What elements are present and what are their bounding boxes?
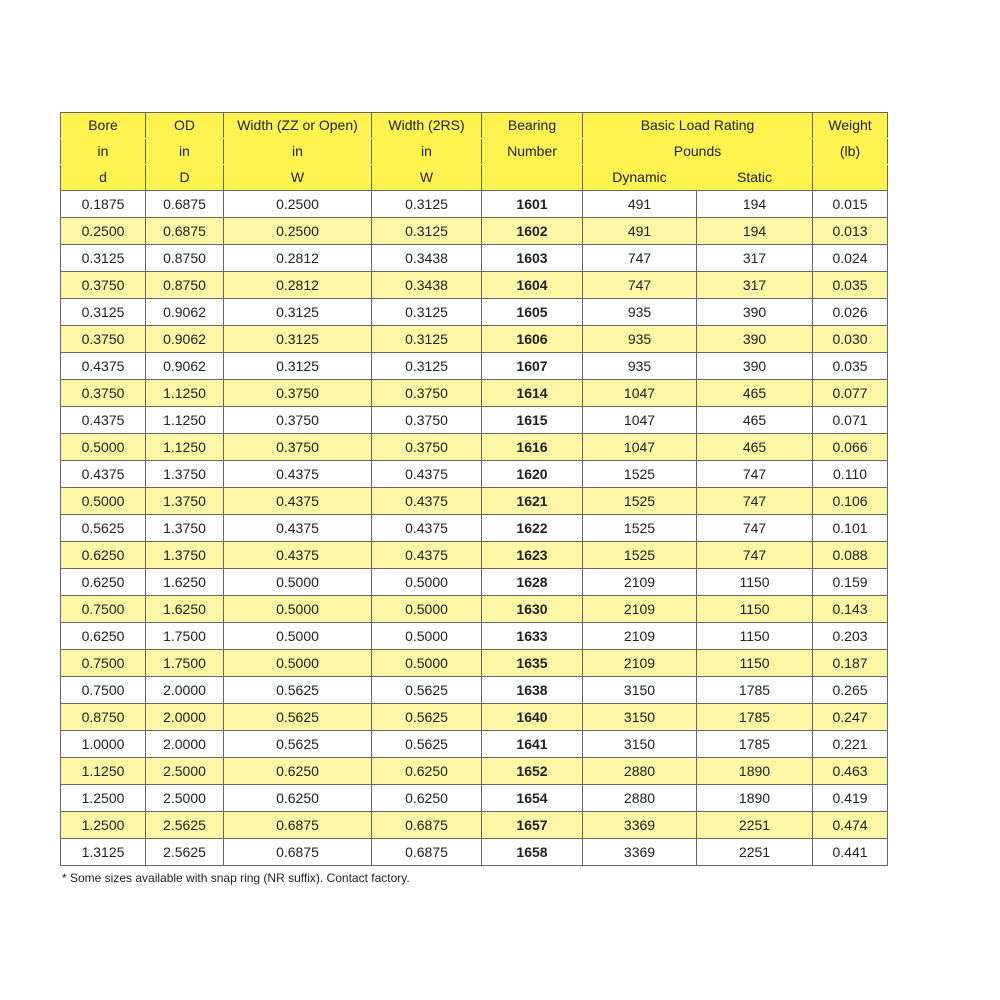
cell-weight: 0.035 [813,272,888,299]
cell-weight: 0.030 [813,326,888,353]
cell-width-2rs: 0.3125 [372,299,482,326]
cell-bearing-number: 1616 [482,434,583,461]
cell-bearing-number: 1615 [482,407,583,434]
cell-dynamic: 491 [583,218,697,245]
cell-static: 1785 [697,677,813,704]
header-bearing-subtitle: Number [482,139,583,165]
table-row [61,326,888,353]
cell-bearing-number: 1614 [482,380,583,407]
table-row [61,677,888,704]
cell-bore: 0.1875 [61,191,146,218]
table-header [61,113,888,191]
cell-bore: 0.2500 [61,218,146,245]
cell-width-zz: 0.6875 [224,839,372,866]
cell-width-zz: 0.5000 [224,623,372,650]
cell-bearing-number: 1604 [482,272,583,299]
table-row [61,812,888,839]
cell-bore: 0.7500 [61,650,146,677]
cell-od: 1.7500 [146,623,224,650]
cell-static: 1785 [697,704,813,731]
cell-width-zz: 0.5625 [224,704,372,731]
header-weight-unit: (lb) [813,139,888,165]
cell-width-zz: 0.5000 [224,596,372,623]
cell-dynamic: 2109 [583,623,697,650]
cell-weight: 0.066 [813,434,888,461]
cell-width-zz: 0.4375 [224,515,372,542]
cell-dynamic: 2109 [583,650,697,677]
cell-weight: 0.474 [813,812,888,839]
cell-static: 2251 [697,812,813,839]
cell-od: 0.8750 [146,272,224,299]
cell-static: 194 [697,191,813,218]
cell-static: 194 [697,218,813,245]
cell-width-zz: 0.5000 [224,650,372,677]
cell-static: 747 [697,515,813,542]
cell-static: 465 [697,434,813,461]
cell-width-zz: 0.4375 [224,488,372,515]
header-bore-title: Bore [61,113,146,139]
cell-dynamic: 1047 [583,380,697,407]
table-row [61,515,888,542]
cell-width-2rs: 0.5000 [372,596,482,623]
header-od-title: OD [146,113,224,139]
cell-weight: 0.187 [813,650,888,677]
table-row [61,488,888,515]
cell-static: 1890 [697,785,813,812]
cell-static: 317 [697,245,813,272]
cell-width-zz: 0.3750 [224,407,372,434]
cell-width-zz: 0.2812 [224,245,372,272]
cell-od: 0.8750 [146,245,224,272]
header-weight-blank [813,165,888,191]
cell-bore: 0.6250 [61,542,146,569]
cell-bore: 1.3125 [61,839,146,866]
cell-weight: 0.026 [813,299,888,326]
cell-bearing-number: 1628 [482,569,583,596]
header-bearing-title: Bearing [482,113,583,139]
cell-bearing-number: 1601 [482,191,583,218]
cell-width-2rs: 0.3438 [372,245,482,272]
cell-weight: 0.101 [813,515,888,542]
cell-dynamic: 1047 [583,434,697,461]
table-row [61,461,888,488]
cell-weight: 0.143 [813,596,888,623]
cell-width-2rs: 0.6250 [372,785,482,812]
cell-bore: 0.3750 [61,380,146,407]
header-width-zz-symbol: W [224,165,372,191]
cell-static: 465 [697,407,813,434]
cell-bearing-number: 1620 [482,461,583,488]
table-row [61,380,888,407]
cell-width-2rs: 0.4375 [372,515,482,542]
cell-weight: 0.463 [813,758,888,785]
table-row [61,758,888,785]
cell-od: 1.3750 [146,542,224,569]
cell-width-zz: 0.5000 [224,569,372,596]
cell-dynamic: 1525 [583,515,697,542]
footnote: * Some sizes available with snap ring (NR suffix). Contact factory. [62,871,410,885]
cell-bore: 0.4375 [61,407,146,434]
cell-width-2rs: 0.3750 [372,407,482,434]
table-row [61,245,888,272]
cell-dynamic: 3150 [583,677,697,704]
cell-bore: 0.5000 [61,488,146,515]
cell-od: 1.3750 [146,488,224,515]
cell-bore: 0.4375 [61,353,146,380]
cell-bearing-number: 1638 [482,677,583,704]
cell-width-zz: 0.6250 [224,785,372,812]
cell-dynamic: 935 [583,326,697,353]
cell-width-2rs: 0.3750 [372,434,482,461]
cell-width-2rs: 0.4375 [372,461,482,488]
cell-bearing-number: 1607 [482,353,583,380]
cell-weight: 0.024 [813,245,888,272]
cell-width-zz: 0.3125 [224,353,372,380]
cell-dynamic: 3150 [583,731,697,758]
header-bore-symbol: d [61,165,146,191]
cell-od: 2.5000 [146,758,224,785]
cell-od: 0.6875 [146,218,224,245]
cell-width-2rs: 0.3125 [372,218,482,245]
header-weight-title: Weight [813,113,888,139]
cell-bore: 1.2500 [61,812,146,839]
cell-width-zz: 0.3125 [224,299,372,326]
cell-od: 1.1250 [146,434,224,461]
table-row [61,434,888,461]
cell-static: 1150 [697,596,813,623]
cell-bore: 0.3125 [61,299,146,326]
cell-weight: 0.159 [813,569,888,596]
table-row [61,218,888,245]
cell-width-2rs: 0.5000 [372,623,482,650]
cell-width-2rs: 0.5625 [372,677,482,704]
cell-bore: 0.5625 [61,515,146,542]
cell-bearing-number: 1640 [482,704,583,731]
cell-bore: 0.3125 [61,245,146,272]
cell-bearing-number: 1623 [482,542,583,569]
cell-weight: 0.106 [813,488,888,515]
cell-bearing-number: 1657 [482,812,583,839]
cell-weight: 0.015 [813,191,888,218]
cell-width-zz: 0.5625 [224,731,372,758]
cell-dynamic: 935 [583,353,697,380]
cell-dynamic: 491 [583,191,697,218]
cell-od: 0.6875 [146,191,224,218]
cell-width-2rs: 0.3125 [372,191,482,218]
cell-bore: 0.5000 [61,434,146,461]
cell-bearing-number: 1633 [482,623,583,650]
cell-dynamic: 2109 [583,596,697,623]
cell-bore: 0.7500 [61,596,146,623]
cell-bearing-number: 1621 [482,488,583,515]
cell-static: 747 [697,542,813,569]
cell-bearing-number: 1606 [482,326,583,353]
cell-width-zz: 0.6250 [224,758,372,785]
cell-weight: 0.013 [813,218,888,245]
cell-static: 747 [697,488,813,515]
cell-width-2rs: 0.3750 [372,380,482,407]
cell-weight: 0.110 [813,461,888,488]
cell-static: 317 [697,272,813,299]
cell-static: 1150 [697,623,813,650]
header-width-2rs-unit: in [372,139,482,165]
cell-od: 2.0000 [146,704,224,731]
table-row [61,569,888,596]
cell-bearing-number: 1654 [482,785,583,812]
cell-od: 1.6250 [146,569,224,596]
header-width-2rs-title: Width (2RS) [372,113,482,139]
cell-width-zz: 0.6875 [224,812,372,839]
cell-od: 1.3750 [146,515,224,542]
cell-dynamic: 1047 [583,407,697,434]
cell-weight: 0.035 [813,353,888,380]
table-row [61,353,888,380]
cell-bearing-number: 1605 [482,299,583,326]
cell-static: 2251 [697,839,813,866]
cell-static: 1150 [697,650,813,677]
cell-width-zz: 0.3750 [224,434,372,461]
cell-od: 2.5625 [146,839,224,866]
cell-dynamic: 3369 [583,839,697,866]
cell-bore: 0.3750 [61,272,146,299]
cell-bore: 0.8750 [61,704,146,731]
header-load-title: Basic Load Rating [583,113,813,139]
cell-od: 1.1250 [146,407,224,434]
cell-dynamic: 1525 [583,461,697,488]
header-static: Static [697,165,813,191]
cell-bearing-number: 1641 [482,731,583,758]
cell-bore: 0.7500 [61,677,146,704]
cell-bearing-number: 1602 [482,218,583,245]
cell-width-2rs: 0.3125 [372,326,482,353]
table-row [61,704,888,731]
cell-bore: 0.6250 [61,623,146,650]
cell-width-2rs: 0.6875 [372,839,482,866]
header-bearing-blank [482,165,583,191]
cell-dynamic: 2880 [583,785,697,812]
cell-static: 390 [697,353,813,380]
cell-bore: 1.1250 [61,758,146,785]
cell-width-2rs: 0.3438 [372,272,482,299]
cell-bearing-number: 1635 [482,650,583,677]
cell-static: 465 [697,380,813,407]
cell-weight: 0.071 [813,407,888,434]
cell-bearing-number: 1658 [482,839,583,866]
table-row [61,785,888,812]
table-row [61,731,888,758]
cell-bearing-number: 1622 [482,515,583,542]
header-od-unit: in [146,139,224,165]
cell-dynamic: 1525 [583,542,697,569]
cell-dynamic: 2880 [583,758,697,785]
cell-weight: 0.265 [813,677,888,704]
header-width-2rs-symbol: W [372,165,482,191]
bearing-spec-table [60,112,888,866]
cell-od: 2.0000 [146,731,224,758]
cell-od: 1.7500 [146,650,224,677]
cell-width-2rs: 0.5000 [372,569,482,596]
cell-weight: 0.419 [813,785,888,812]
cell-dynamic: 747 [583,245,697,272]
cell-bore: 0.4375 [61,461,146,488]
cell-static: 390 [697,326,813,353]
cell-width-zz: 0.2500 [224,191,372,218]
cell-width-2rs: 0.4375 [372,542,482,569]
cell-bore: 1.0000 [61,731,146,758]
cell-width-2rs: 0.6250 [372,758,482,785]
cell-width-zz: 0.2812 [224,272,372,299]
cell-bearing-number: 1652 [482,758,583,785]
cell-dynamic: 935 [583,299,697,326]
cell-width-2rs: 0.5625 [372,731,482,758]
cell-static: 390 [697,299,813,326]
table-row [61,542,888,569]
table-body [61,191,888,866]
cell-static: 1890 [697,758,813,785]
cell-bearing-number: 1630 [482,596,583,623]
cell-width-2rs: 0.3125 [372,353,482,380]
table-row [61,272,888,299]
cell-width-zz: 0.4375 [224,542,372,569]
cell-dynamic: 2109 [583,569,697,596]
cell-width-zz: 0.3125 [224,326,372,353]
cell-dynamic: 3150 [583,704,697,731]
header-dynamic: Dynamic [583,165,697,191]
cell-width-zz: 0.3750 [224,380,372,407]
cell-width-2rs: 0.5625 [372,704,482,731]
table-row [61,407,888,434]
cell-od: 2.5625 [146,812,224,839]
cell-od: 2.5000 [146,785,224,812]
table-row [61,623,888,650]
header-bore-unit: in [61,139,146,165]
cell-weight: 0.088 [813,542,888,569]
cell-dynamic: 747 [583,272,697,299]
cell-width-zz: 0.5625 [224,677,372,704]
header-width-zz-title: Width (ZZ or Open) [224,113,372,139]
cell-weight: 0.247 [813,704,888,731]
cell-static: 1785 [697,731,813,758]
cell-bore: 0.6250 [61,569,146,596]
cell-weight: 0.221 [813,731,888,758]
cell-width-2rs: 0.6875 [372,812,482,839]
cell-od: 2.0000 [146,677,224,704]
cell-od: 1.1250 [146,380,224,407]
cell-od: 1.6250 [146,596,224,623]
table-row [61,839,888,866]
cell-bore: 1.2500 [61,785,146,812]
cell-static: 1150 [697,569,813,596]
cell-static: 747 [697,461,813,488]
cell-od: 0.9062 [146,353,224,380]
header-width-zz-unit: in [224,139,372,165]
table-row [61,299,888,326]
cell-od: 1.3750 [146,461,224,488]
cell-dynamic: 1525 [583,488,697,515]
header-od-symbol: D [146,165,224,191]
cell-weight: 0.077 [813,380,888,407]
cell-width-zz: 0.2500 [224,218,372,245]
cell-width-2rs: 0.5000 [372,650,482,677]
cell-dynamic: 3369 [583,812,697,839]
cell-od: 0.9062 [146,299,224,326]
table-row [61,650,888,677]
table-row [61,191,888,218]
header-load-unit: Pounds [583,139,813,165]
cell-bore: 0.3750 [61,326,146,353]
cell-weight: 0.203 [813,623,888,650]
cell-width-2rs: 0.4375 [372,488,482,515]
table-row [61,596,888,623]
cell-width-zz: 0.4375 [224,461,372,488]
cell-od: 0.9062 [146,326,224,353]
cell-weight: 0.441 [813,839,888,866]
cell-bearing-number: 1603 [482,245,583,272]
